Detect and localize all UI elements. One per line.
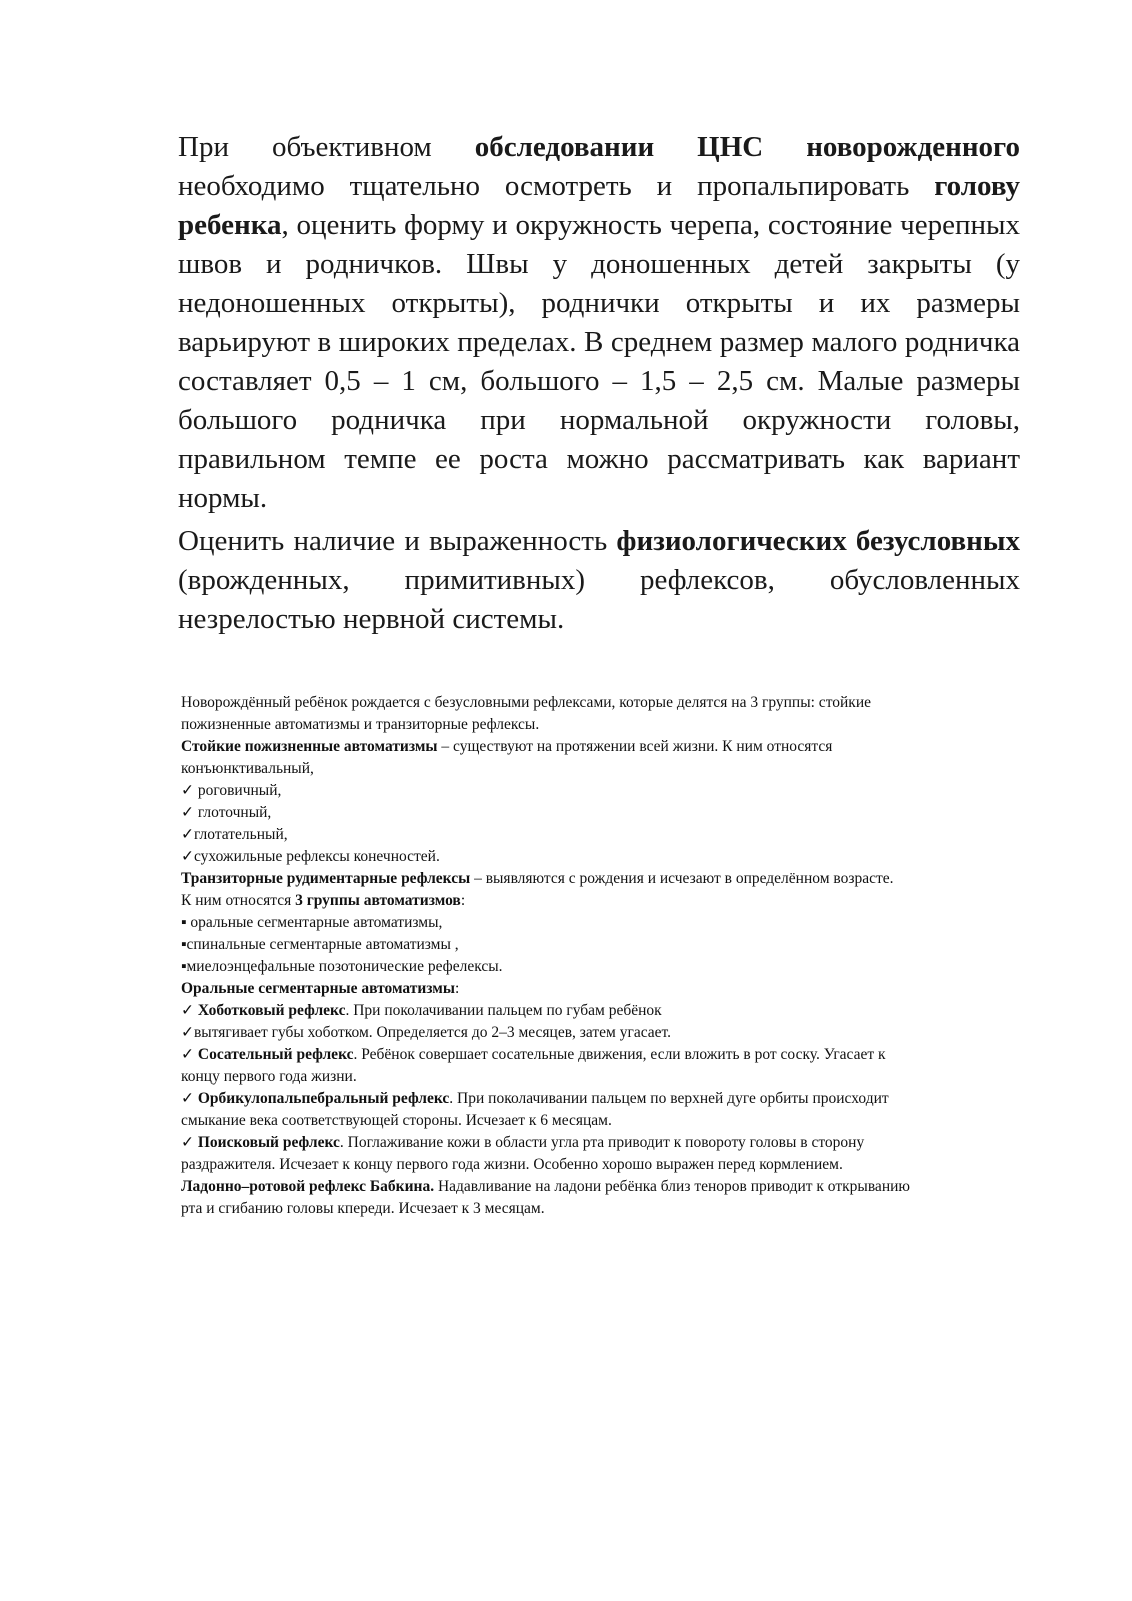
note-line (181, 1044, 1041, 1066)
bold-text: Сосательный рефлекс (197, 1046, 354, 1063)
bold-text: голову ребенка (178, 170, 1020, 241)
text-run: Новорождённый ребёнок рождается с безусловными рефлексами, которые делятся на 3 группы: стойкие (181, 694, 872, 711)
text-run: пожизненные автоматизмы и транзиторные рефлексы. (181, 716, 540, 733)
note-line (181, 868, 1041, 890)
note-line (181, 736, 1041, 758)
note-line (181, 1088, 1041, 1110)
text-run: Надавливание на ладони ребёнка близ теноров приводит к открыванию (434, 1178, 910, 1195)
text-run: ✓вытягивает губы хоботком. Определяется до 2–3 месяцев, затем угасает. (181, 1024, 672, 1041)
text-run: : (460, 892, 466, 909)
text-run: ▪спинальные сегментарные автоматизмы , (181, 936, 459, 953)
note-line (181, 780, 1041, 802)
text-run: необходимо тщательно осмотреть и пропальпировать (178, 170, 935, 202)
note-line (181, 956, 1041, 978)
note-line (181, 1022, 1041, 1044)
note-line (181, 824, 1041, 846)
text-run: – выявляются с рождения и исчезают в определённом возрасте. (470, 870, 894, 887)
text-run: ▪ оральные сегментарные автоматизмы, (181, 914, 443, 931)
text-run: : (454, 980, 460, 997)
bold-text: Поисковый рефлекс (197, 1134, 340, 1151)
text-run: (врожденных, примитивных) рефлексов, обусловленных незрелостью нервной системы. (178, 564, 1020, 635)
text-run: ✓ глоточный, (181, 804, 272, 821)
text-run: ✓глотательный, (181, 826, 288, 843)
paragraph-head-examination (178, 128, 1020, 518)
reflex-notes (181, 692, 1041, 1220)
text-run: Оценить наличие и выраженность (178, 525, 617, 557)
bold-text: Орбикулопальпебральный рефлекс (197, 1090, 450, 1107)
note-line (181, 692, 1041, 714)
note-line (181, 1000, 1041, 1022)
bold-text: Оральные сегментарные автоматизмы (181, 980, 455, 997)
note-line (181, 1154, 1041, 1176)
text-run: К ним относятся (181, 892, 296, 909)
note-line (181, 802, 1041, 824)
bold-text: физиологических безусловных (616, 525, 1020, 557)
text-run: ✓ роговичный, (181, 782, 282, 799)
note-line (181, 912, 1041, 934)
note-line (181, 758, 1041, 780)
text-run: конъюнктивальный, (181, 760, 314, 777)
paragraph-reflexes-intro (178, 522, 1020, 639)
text-run: смыкание века соответствующей стороны. Исчезает к 6 месяцам. (181, 1112, 612, 1129)
bold-text: обследовании ЦНС новорожденного (474, 131, 1020, 163)
bold-text: Хоботковый рефлекс (197, 1002, 346, 1019)
text-run: ✓сухожильные рефлексы конечностей. (181, 848, 440, 865)
text-run: ✓ (181, 1134, 198, 1151)
note-line (181, 1066, 1041, 1088)
bold-text: Ладонно–ротовой рефлекс Бабкина. (181, 1178, 435, 1195)
bold-text: Транзиторные рудиментарные рефлексы (181, 870, 471, 887)
note-line (181, 714, 1041, 736)
text-run: . Ребёнок совершает сосательные движения, если вложить в рот соску. Угасает к (353, 1046, 886, 1063)
note-line (181, 1198, 1041, 1220)
text-run: . При поколачивании пальцем по губам ребёнок (345, 1002, 662, 1019)
note-line (181, 934, 1041, 956)
text-run: ✓ (181, 1090, 198, 1107)
note-line (181, 890, 1041, 912)
note-line (181, 978, 1041, 1000)
text-run: ✓ (181, 1046, 198, 1063)
text-run: . Поглаживание кожи в области угла рта приводит к повороту головы в сторону (339, 1134, 865, 1151)
text-run: раздражителя. Исчезает к концу первого года жизни. Особенно хорошо выражен перед кормлением. (181, 1156, 843, 1173)
text-run: , оценить форму и окружность черепа, состояние черепных швов и родничков. Швы у доношенных детей закрыты (у недоношенных открыты), роднички открыты и их размеры варьируют в широких пределах. В среднем размер малого родничка составляет 0,5 – 1 см, большого – 1,5 – 2,5 см. Малые размеры большого родничка при нормальной окружности головы, правильном темпе ее роста можно рассматривать как вариант нормы. (178, 209, 1020, 514)
note-line (181, 1110, 1041, 1132)
text-run: . При поколачивании пальцем по верхней дуге орбиты происходит (449, 1090, 889, 1107)
note-line (181, 846, 1041, 868)
note-line (181, 1132, 1041, 1154)
text-run: концу первого года жизни. (181, 1068, 357, 1085)
bold-text: Стойкие пожизненные автоматизмы (181, 738, 438, 755)
bold-text: 3 группы автоматизмов (295, 892, 461, 909)
note-line (181, 1176, 1041, 1198)
text-run: ▪миелоэнцефальные позотонические рефелексы. (181, 958, 503, 975)
text-run: рта и сгибанию головы кпереди. Исчезает к 3 месяцам. (181, 1200, 545, 1217)
text-run: При объективном (178, 131, 475, 163)
text-run: – существуют на протяжении всей жизни. К ним относятся (437, 738, 833, 755)
text-run: ✓ (181, 1002, 198, 1019)
